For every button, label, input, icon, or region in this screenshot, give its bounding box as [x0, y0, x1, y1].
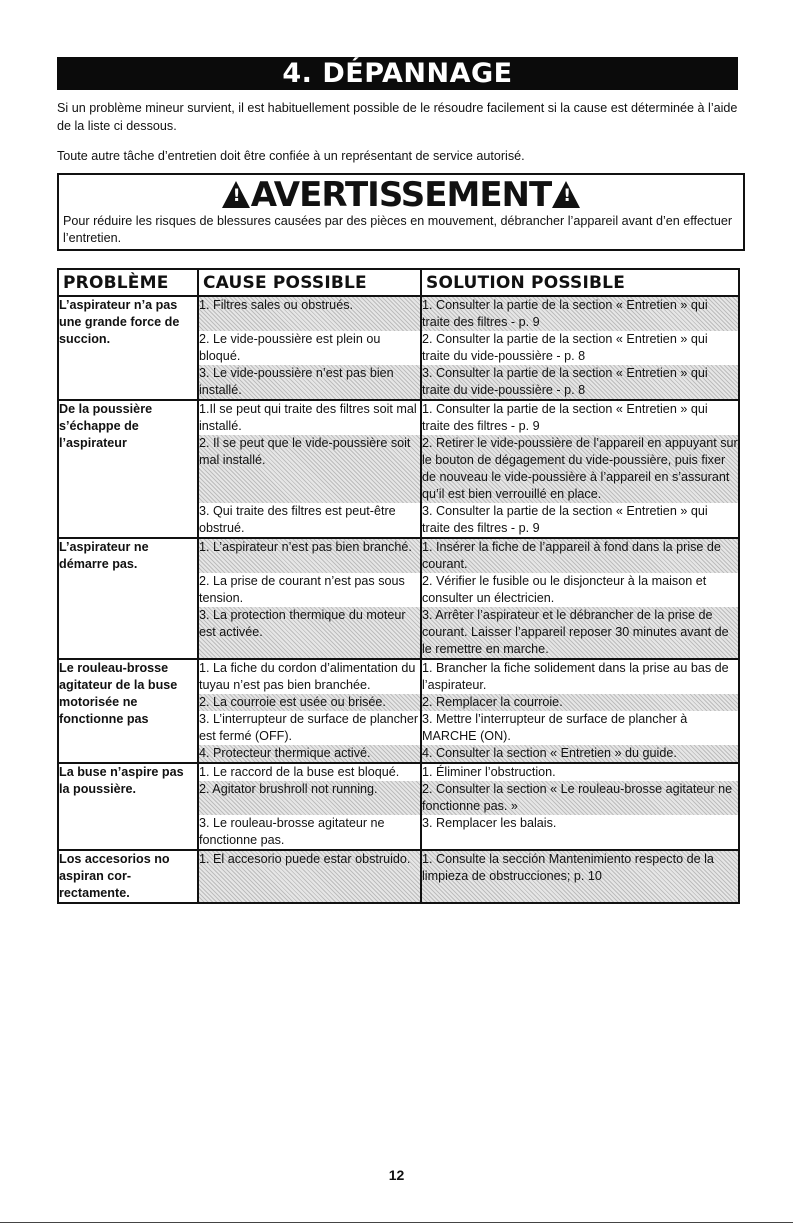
bottom-rule: [0, 1222, 793, 1223]
page-number: 12: [388, 1167, 405, 1183]
cause-cell: 4. Protecteur thermique activé.: [198, 745, 421, 763]
cause-cell: 3. La protection thermique du moteur est activée.: [198, 607, 421, 659]
problem-cell: La buse n’aspire pas la poussière.: [58, 763, 198, 850]
table-body: [58, 296, 739, 903]
solution-cell: 4. Consulter la section « Entretien » du guide.: [421, 745, 739, 763]
cause-cell: 1. La fiche du cordon d’alimentation du tuyau n’est pas bien branchée.: [198, 659, 421, 694]
solution-cell: 1. Brancher la fiche solidement dans la prise au bas de l’aspirateur.: [421, 659, 739, 694]
table-row: [58, 763, 739, 781]
intro-paragraph-1: Si un problème mineur survient, il est habituellement possible de le résoudre facilement si la cause est déterminée à l’aide de la liste ci dessous.: [57, 101, 738, 133]
table-row: [58, 400, 739, 435]
problem-cell: L’aspirateur ne démarre pas.: [58, 538, 198, 659]
intro-paragraph-2: Toute autre tâche d’entretien doit être confiée à un représentant de service autorisé.: [57, 149, 525, 163]
cause-cell: 2. Agitator brushroll not running.: [198, 781, 421, 815]
table-row: [58, 538, 739, 573]
cause-cell: 2. Il se peut que le vide-poussière soit mal installé.: [198, 435, 421, 503]
warning-heading: [63, 177, 739, 213]
column-header-cause: CAUSE POSSIBLE: [198, 269, 421, 296]
cause-cell: 1.Il se peut qui traite des filtres soit mal installé.: [198, 400, 421, 435]
problem-cell: L’aspirateur n’a pas une grande force de succion.: [58, 296, 198, 400]
solution-cell: 2. Remplacer la courroie.: [421, 694, 739, 711]
solution-cell: 3. Mettre l’interrupteur de surface de plancher à MARCHE (ON).: [421, 711, 739, 745]
table-row: [58, 659, 739, 694]
warning-text: Pour réduire les risques de blessures causées par des pièces en mouvement, débrancher l’appareil avant d’en effectuer l’entretien.: [63, 214, 733, 245]
cause-cell: 2. La courroie est usée ou brisée.: [198, 694, 421, 711]
solution-cell: 2. Consulter la section « Le rouleau-brosse agitateur ne fonctionne pas. »: [421, 781, 739, 815]
solution-cell: 2. Consulter la partie de la section « Entretien » qui traite du vide-poussière - p. 8: [421, 331, 739, 365]
table-row: [58, 296, 739, 331]
warning-title: AVERTISSEMENT: [250, 175, 552, 215]
cause-cell: 3. Qui traite des filtres est peut-être obstrué.: [198, 503, 421, 538]
solution-cell: 1. Consulter la partie de la section « Entretien » qui traite des filtres - p. 9: [421, 296, 739, 331]
problem-cell: Los accesorios no aspiran cor-rectamente.: [58, 850, 198, 903]
cause-cell: 1. L’aspirateur n’est pas bien branché.: [198, 538, 421, 573]
cause-cell: 1. El accesorio puede estar obstruido.: [198, 850, 421, 903]
cause-cell: 2. La prise de courant n’est pas sous tension.: [198, 573, 421, 607]
table-row: [58, 850, 739, 903]
cause-cell: 3. Le vide-poussière n’est pas bien installé.: [198, 365, 421, 400]
cause-cell: 1. Le raccord de la buse est bloqué.: [198, 763, 421, 781]
solution-cell: 2. Retirer le vide-poussière de l’appareil en appuyant sur le bouton de dégagement du vide-poussière, puis fixer de nouveau le vide-poussière à l’appareil en s’assurant qu’il est bien verrouillé en place.: [422, 436, 738, 501]
solution-cell: 1. Consulte la sección Mantenimiento respecto de la limpieza de obstrucciones; p. 10: [421, 850, 739, 903]
cause-cell: 3. Le rouleau-brosse agitateur ne fonctionne pas.: [198, 815, 421, 850]
column-header-problem: PROBLÈME: [58, 269, 198, 296]
section-title: 4. DÉPANNAGE: [57, 57, 738, 90]
solution-cell: 1. Consulter la partie de la section « Entretien » qui traite des filtres - p. 9: [421, 400, 739, 435]
solution-cell: 3. Arrêter l’aspirateur et le débrancher de la prise de courant. Laisser l’appareil reposer 30 minutes avant de le remettre en marche.: [421, 607, 739, 659]
solution-cell: 1. Insérer la fiche de l’appareil à fond dans la prise de courant.: [421, 538, 739, 573]
warning-triangle-icon: [552, 181, 580, 208]
cause-cell: 1. Filtres sales ou obstrués.: [198, 296, 421, 331]
problem-cell: De la poussière s’échappe de l’aspirateur: [58, 400, 198, 538]
cause-cell: 3. L’interrupteur de surface de plancher est fermé (OFF).: [198, 711, 421, 745]
cause-cell: 2. Le vide-poussière est plein ou bloqué.: [198, 331, 421, 365]
warning-triangle-icon: [222, 181, 250, 208]
solution-cell: 1. Éliminer l’obstruction.: [421, 763, 739, 781]
troubleshooting-table: [57, 268, 740, 904]
problem-cell: Le rouleau-brosse agitateur de la buse motorisée ne fonctionne pas: [58, 659, 198, 763]
solution-cell: 2. Vérifier le fusible ou le disjoncteur à la maison et consulter un électricien.: [421, 573, 739, 607]
warning-box: [57, 173, 745, 251]
column-header-solution: SOLUTION POSSIBLE: [421, 269, 739, 296]
solution-cell: 3. Remplacer les balais.: [421, 815, 739, 850]
table-header-row: [58, 269, 739, 296]
solution-cell: 3. Consulter la partie de la section « Entretien » qui traite des filtres - p. 9: [421, 503, 739, 538]
solution-cell: 3. Consulter la partie de la section « Entretien » qui traite du vide-poussière - p. 8: [421, 365, 739, 400]
